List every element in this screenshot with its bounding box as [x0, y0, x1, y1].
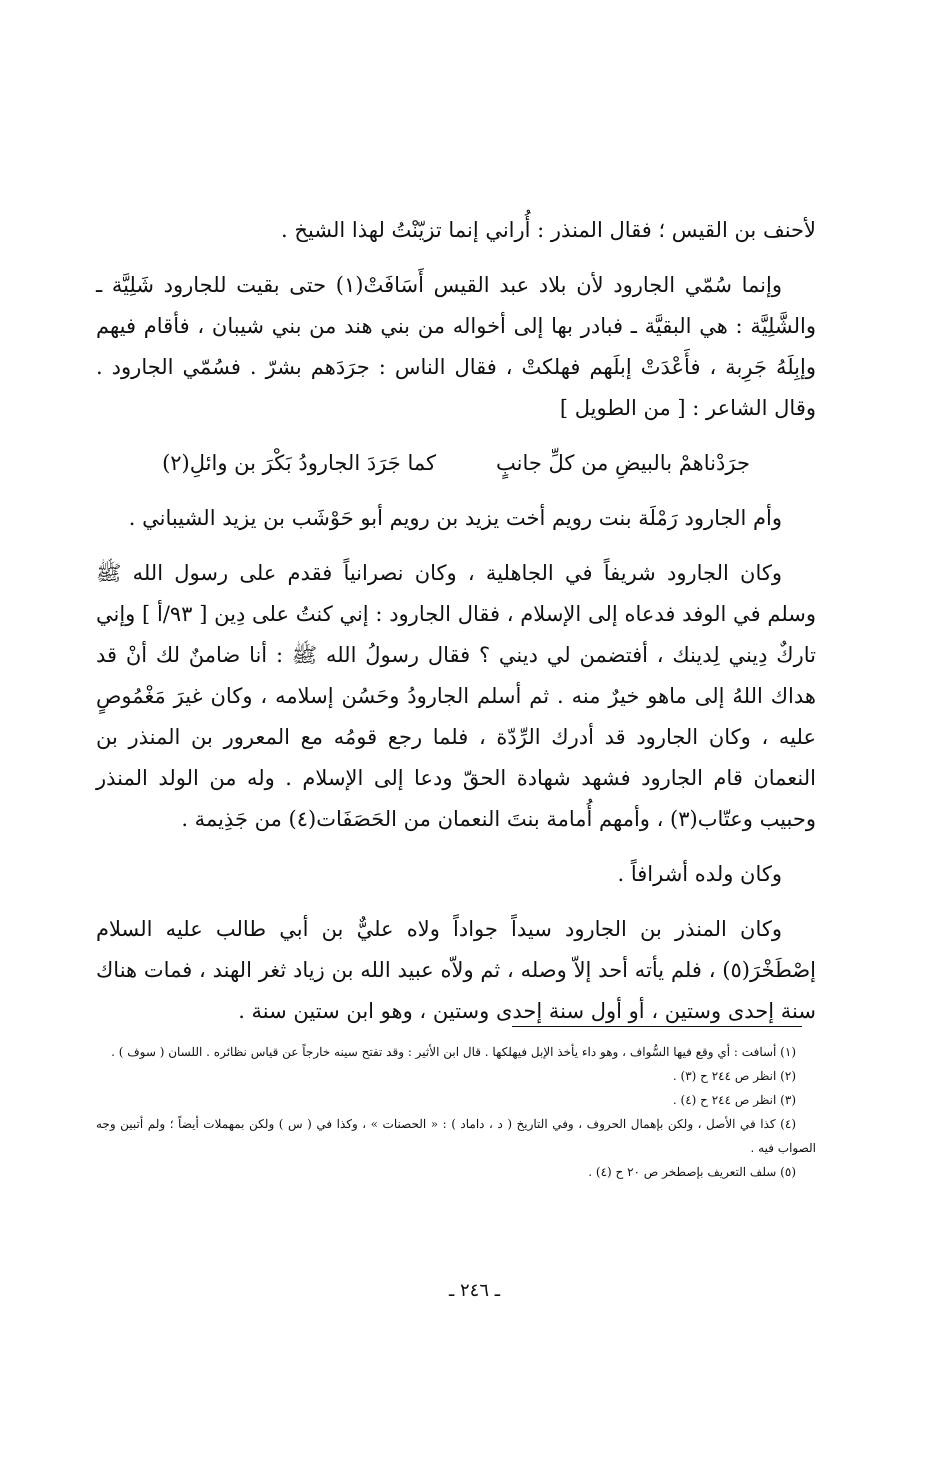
paragraph-continuation: لأحنف بن القيس ؛ فقال المنذر : أُراني إنما تزيّنْتُ لهذا الشيخ .	[281, 218, 816, 242]
paragraph-children: وكان ولده أشرافاً .	[617, 862, 782, 886]
paragraph-mother: وأم الجارود رَمْلَة بنت رويم أخت يزيد بن رويم أبو حَوْشَب بن يزيد الشيباني .	[128, 506, 782, 530]
footnote: (٤) كذا في الأصل ، ولكن بإهمال الحروف ، وفي التاريخ ( د ، داماد ) : « الحصنات » ، وكذا في ( س ) ولكن بمهملات أيضاً ؛ ولم أتبين وجه الصواب فيه .	[96, 1117, 816, 1155]
footnotes	[96, 1040, 816, 1184]
footnote: (٣) انظر ص ٢٤٤ ح (٤) .	[672, 1093, 796, 1107]
footnote-divider	[512, 1026, 802, 1027]
verse-first-hemistich: جرَدْناهمْ بالبيضِ من كلِّ جانبٍ	[495, 451, 750, 475]
paragraph-mundhir: وكان المنذر بن الجارود سيداً جواداً ولاه عليٌّ بن أبي طالب عليه السلام إصْطَخْرَ(٥) ، فلم يأته أحد إلاّ وصله ، ثم ولاّه عبيد الله بن زياد ثغر الهند ، فمات هناك سنة إحدى وستين ، أو أول سنة إحدى وستين ، وهو ابن ستين سنة .	[96, 917, 816, 1023]
footnote: (٥) سلف التعريف بإصطخر ص ٢٠ ح (٤) .	[588, 1165, 796, 1179]
page-number: ـ ٢٤٦ ـ	[448, 1280, 500, 1301]
paragraph-conversion: وكان الجارود شريفاً في الجاهلية ، وكان نصرانياً فقدم على رسول الله ﷺ وسلم في الوفد فدعاه إلى الإسلام ، فقال الجارود : إني كنتُ على دِين [ ٩٣/أ ] وإني تاركٌ دِيني لِدينك ، أفتضمن لي ديني ؟ فقال رسولُ الله ﷺ : أنا ضامنٌ لك أنْ قد هداك اللهُ إلى ماهو خيرٌ منه . ثم أسلم الجارودُ وحَسُن إسلامه ، وكان غيرَ مَغْمُوصٍ عليه ، وكان الجارود قد أدرك الرِّدّة ، فلما رجع قومُه مع المعرور بن المنذر بن النعمان قام الجارود فشهد شهادة الحقّ ودعا إلى الإسلام . وله من الولد المنذر وحبيب وعتّاب(٣) ، وأمهم أُمامة بنتَ النعمان من الحَصَفَات(٤) من جَذِيمة .	[96, 561, 817, 831]
verse-second-hemistich: كما جَرَدَ الجارودُ بَكْرَ بن وائلِ(٢)	[162, 451, 436, 475]
footnote: (١) أسافت : أي وقع فيها السُّواف ، وهو داء يأخذ الإبل فيهلكها . قال ابن الأثير : وقد تفتح سينه خارجاً عن قياس نظائره . اللسان ( سوف ) .	[111, 1045, 796, 1059]
paragraph-jarud-name: وإنما سُمّي الجارود لأن بلاد عبد القيس أَسَافَتْ(١) حتى بقيت للجارود شَلِيَّة ـ والشَّلِيَّة : هي البقيَّة ـ فبادر بها إلى أخواله من بني هند من بني شيبان ، فأقام فيهم وإبِلَهُ جَرِبة ، فأَعْدَتْ إبلَهم فهلكتْ ، فقال الناس : جرَدَهم بشرّ . فسُمّي الجارود . وقال الشاعر : [ من الطويل ]	[96, 273, 816, 420]
footnote: (٢) انظر ص ٢٤٤ ح (٣) .	[672, 1069, 796, 1083]
poetry-verse	[96, 443, 816, 484]
main-text	[96, 210, 816, 1046]
